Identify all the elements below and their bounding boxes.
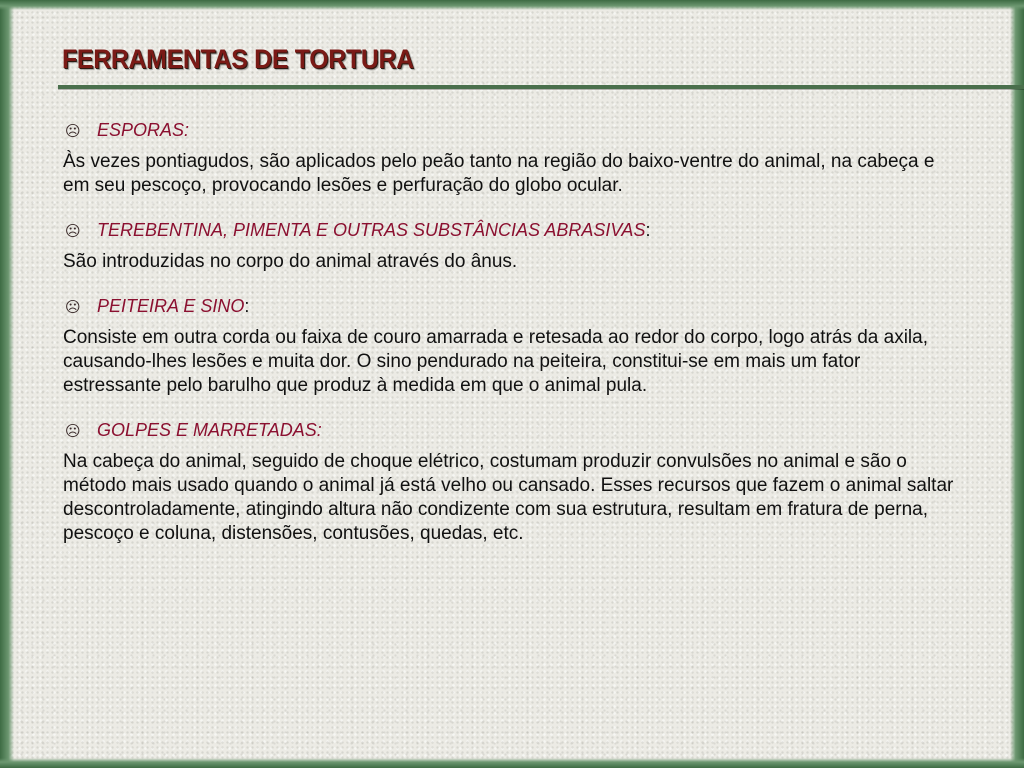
item-heading: [63, 294, 963, 318]
item-body-text: Consiste em outra corda ou faixa de couro amarrada e retesada ao redor do corpo, logo atrás da axila, causando-lhes lesões e muita dor. O sino pendurado na peiteira, constitui-se em mais um fator estressante pelo barulho que produz à medida em que o animal pula.: [63, 327, 929, 396]
item-heading: [63, 218, 963, 242]
bullet-list: [63, 118, 963, 546]
frame-bottom-border: [0, 758, 1024, 768]
item-body-text: Na cabeça do animal, seguido de choque elétrico, costumam produzir convulsões no animal e são o método mais usado quando o animal já está velho ou cansado. Esses recursos que fazem o animal saltar descontroladamente, atingindo altura não condizente com sua estrutura, resultam em fratura de perna, pescoço e coluna, distensões, contusões, quedas, etc.: [63, 451, 954, 544]
item-heading-text: PEITEIRA E SINO: [97, 296, 245, 316]
sad-face-icon: ☹: [65, 122, 81, 140]
item-heading: [63, 418, 963, 442]
list-item-golpes: [63, 418, 963, 546]
item-heading-text: TEREBENTINA, PIMENTA E OUTRAS SUBSTÂNCIAS ABRASIVAS: [97, 220, 646, 240]
item-heading-text: ESPORAS:: [97, 120, 190, 140]
item-heading: [63, 118, 963, 142]
sad-face-icon: ☹: [65, 298, 81, 316]
item-heading-suffix: :: [244, 296, 250, 316]
slide-title: FERRAMENTAS DE TORTURA: [62, 44, 414, 74]
list-item-terebentina: [63, 218, 963, 274]
item-heading-text: GOLPES E MARRETADAS:: [97, 420, 322, 440]
sad-face-icon: ☹: [65, 222, 81, 240]
list-item-peiteira: [63, 294, 963, 398]
item-body-text: São introduzidas no corpo do animal através do ânus.: [63, 251, 518, 272]
frame-top-border: [0, 0, 1024, 10]
frame-left-border: [0, 0, 14, 768]
item-body-text: Às vezes pontiagudos, são aplicados pelo peão tanto na região do baixo-ventre do animal, na cabeça e em seu pescoço, provocando lesões e perfuração do globo ocular.: [63, 151, 935, 196]
sad-face-icon: ☹: [65, 422, 81, 440]
title-divider: [58, 85, 1024, 89]
list-item-esporas: [63, 118, 963, 198]
item-heading-suffix: :: [645, 220, 651, 240]
frame-right-border: [1010, 0, 1024, 768]
